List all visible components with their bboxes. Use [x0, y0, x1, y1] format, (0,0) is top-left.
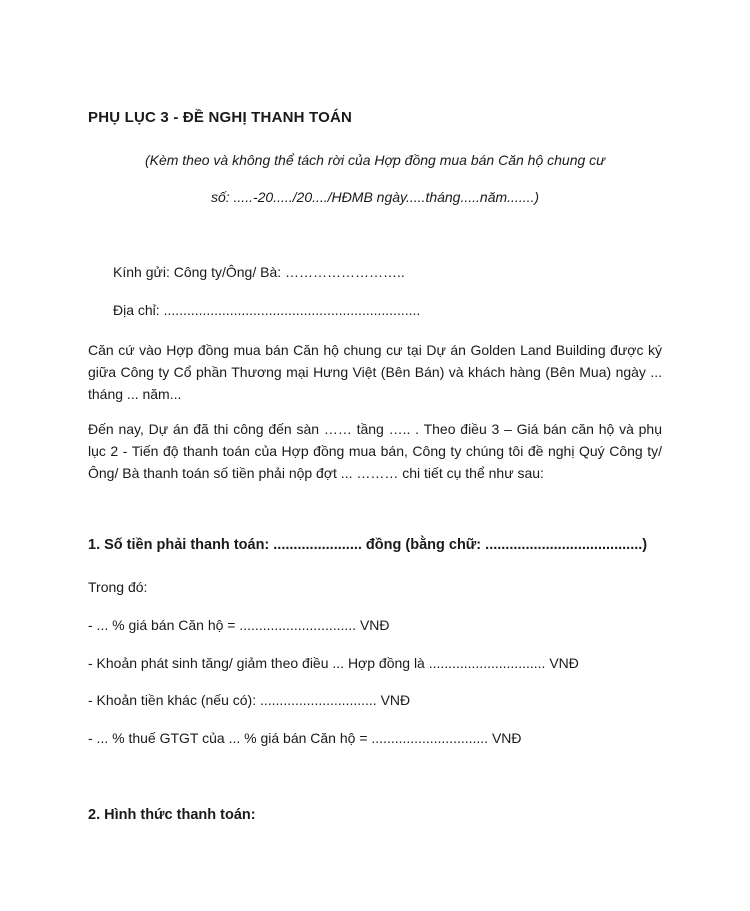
section1-sublabel: Trong đó:: [88, 579, 148, 595]
appendix-title: PHỤ LỤC 3 - ĐỀ NGHỊ THANH TOÁN: [88, 109, 353, 126]
payment-detail-item: - Khoản tiền khác (nếu có): .............................. VNĐ: [88, 692, 411, 708]
subtitle-line-1: (Kèm theo và không thể tách rời của Hợp đồng mua bán Căn hộ chung cư: [144, 152, 606, 168]
payment-detail-item: - Khoản phát sinh tăng/ giảm theo điều ... Hợp đồng là .............................. VNĐ: [88, 655, 579, 671]
subtitle-line-2: số: .....-20...../20..../HĐMB ngày.....tháng.....năm.......): [210, 189, 540, 205]
request-paragraph: Đến nay, Dự án đã thi công đến sàn …… tầng ….. . Theo điều 3 – Giá bán căn hộ và phụ lục 2 - Tiến độ thanh toán của Hợp đồng mua bán, Công ty chúng tôi đề nghị Quý Công ty/ Ông/ Bà thanh toán số tiền phải nộp đợt ... ……… chi tiết cụ thể như sau:: [88, 421, 662, 481]
payment-detail-item: - ... % giá bán Căn hộ = .............................. VNĐ: [88, 617, 390, 633]
address-line: Địa chỉ: ..................................................................: [113, 302, 421, 318]
payment-detail-item: - ... % thuế GTGT của ... % giá bán Căn hộ = .............................. VNĐ: [88, 730, 522, 746]
section1-heading: 1. Số tiền phải thanh toán: ...................... đồng (bằng chữ: .......................................): [88, 537, 648, 553]
recipient-line: Kính gửi: Công ty/Ông/ Bà: ……………………..: [113, 264, 405, 280]
section2-heading: 2. Hình thức thanh toán:: [88, 807, 256, 823]
basis-paragraph: Căn cứ vào Hợp đồng mua bán Căn hộ chung cư tại Dự án Golden Land Building được ký giữa Công ty Cổ phần Thương mại Hưng Việt (Bên Bán) và khách hàng (Bên Mua) ngày ... tháng ... năm...: [88, 342, 662, 402]
